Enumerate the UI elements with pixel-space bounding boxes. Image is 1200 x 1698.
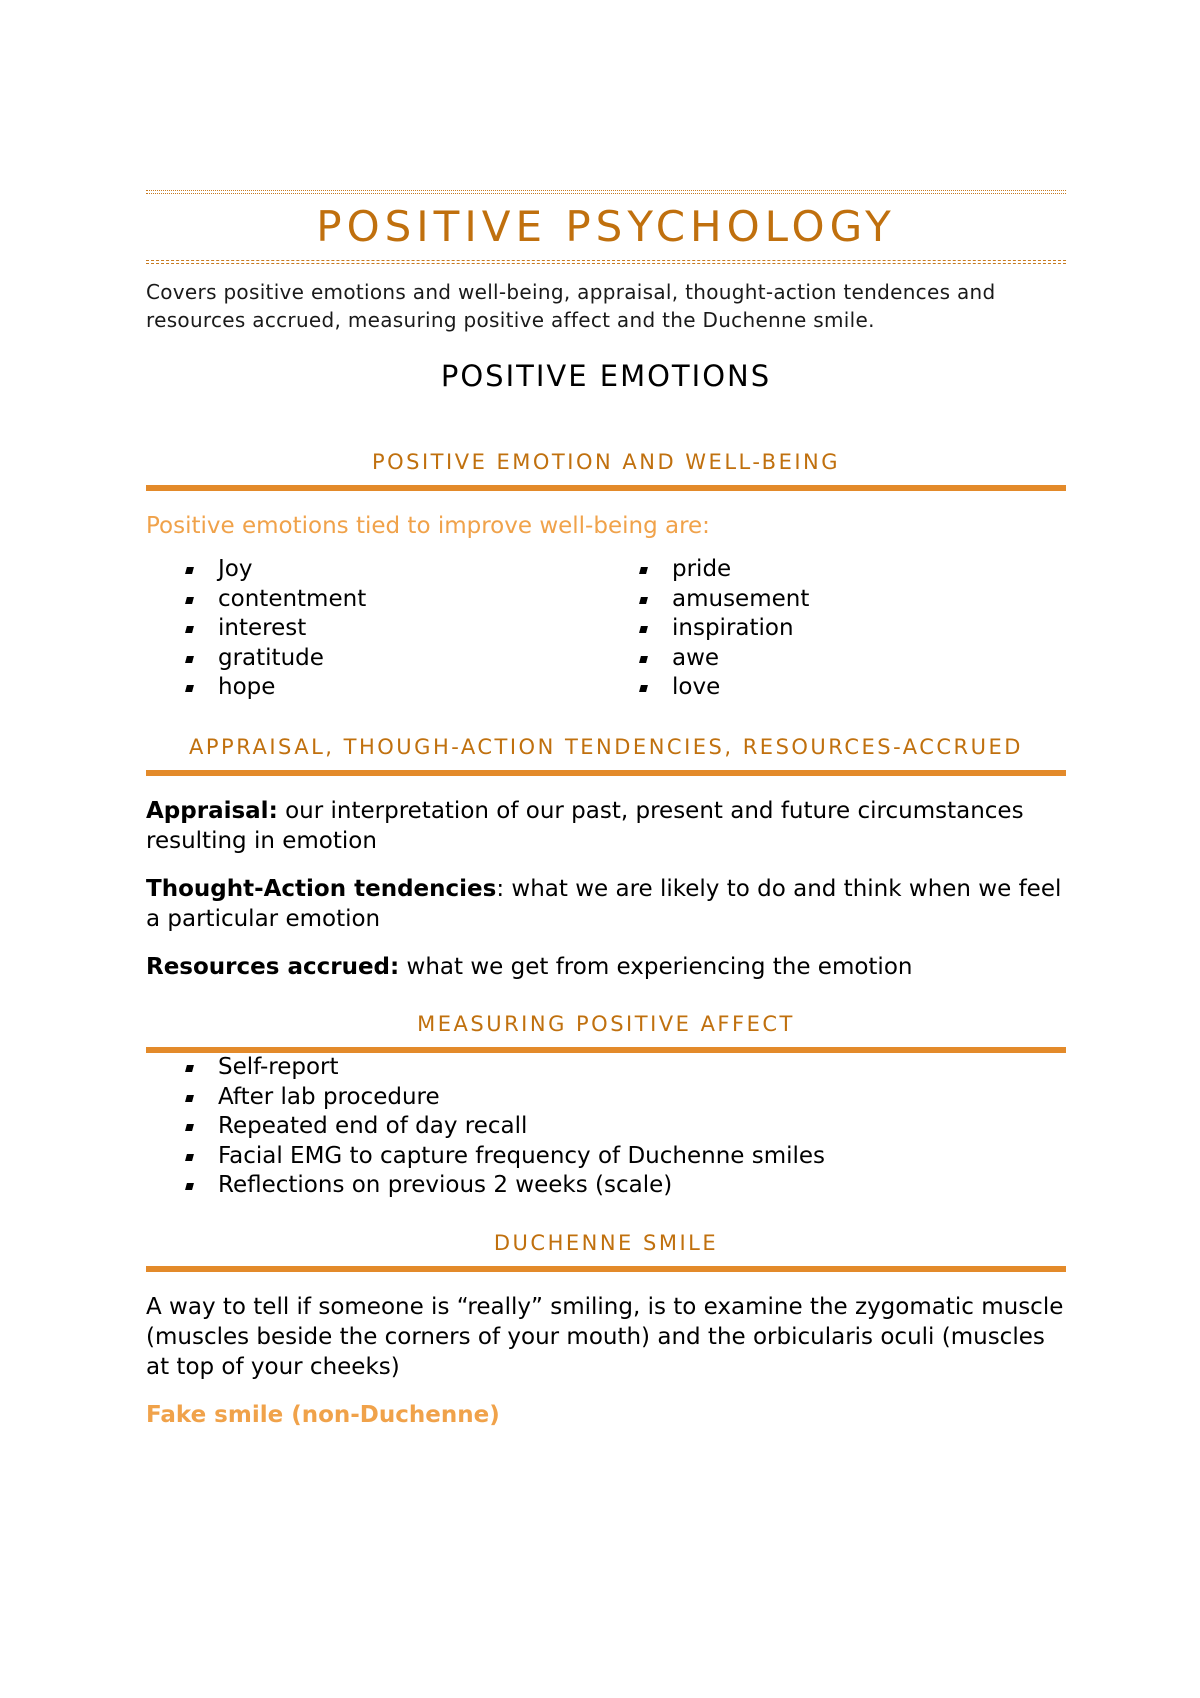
- document-title: POSITIVE PSYCHOLOGY: [316, 202, 896, 251]
- intro-paragraph: Covers positive emotions and well-being, appraisal, thought-action tendences and resources accrued, measuring positive affect and the Duchenne smile.: [146, 280, 996, 332]
- bullet-icon: [185, 656, 194, 663]
- main-heading: POSITIVE EMOTIONS: [440, 359, 772, 393]
- bullet-icon: [185, 597, 194, 604]
- thought-action-paragraph: [146, 874, 1066, 934]
- measuring-list: [146, 1053, 1066, 1201]
- bullet-icon: [639, 656, 648, 663]
- list-item: gratitude: [146, 644, 606, 674]
- list-item: love: [606, 673, 1066, 703]
- bullet-icon: [639, 597, 648, 604]
- bullet-icon: [185, 1095, 194, 1102]
- emotion-list-left: [146, 555, 606, 703]
- title-bottom-rule: [146, 260, 1066, 264]
- duchenne-paragraph: A way to tell if someone is “really” smiling, is to examine the zygomatic muscle (muscles beside the corners of your mouth) and the orbicularis oculi (muscles at top of your cheeks): [146, 1293, 1064, 1380]
- list-item: Repeated end of day recall: [146, 1112, 1066, 1142]
- section-heading-duchenne: DUCHENNE SMILE: [146, 1229, 1066, 1272]
- bullet-icon: [185, 1183, 194, 1190]
- list-item: Joy: [146, 555, 606, 585]
- emotion-list-right: [606, 555, 1066, 703]
- resources-term: Resources accrued:: [146, 953, 400, 980]
- bullet-icon: [185, 1124, 194, 1131]
- fake-smile-heading: Fake smile (non-Duchenne): [146, 1401, 500, 1428]
- bullet-icon: [185, 1065, 194, 1072]
- section-heading-appraisal: APPRAISAL, THOUGH-ACTION TENDENCIES, RESOURCES-ACCRUED: [146, 733, 1066, 776]
- list-item: inspiration: [606, 614, 1066, 644]
- section-heading-wellbeing: POSITIVE EMOTION AND WELL-BEING: [146, 448, 1066, 491]
- list-item: Reflections on previous 2 weeks (scale): [146, 1171, 1066, 1201]
- document-content: [146, 190, 1066, 1430]
- bullet-icon: [639, 567, 648, 574]
- list-item: hope: [146, 673, 606, 703]
- list-item: pride: [606, 555, 1066, 585]
- wellbeing-lead: Positive emotions tied to improve well-being are:: [146, 513, 710, 539]
- appraisal-definition: our interpretation of our past, present and future circumstances resulting in emotion: [146, 797, 1024, 854]
- bullet-icon: [185, 1154, 194, 1161]
- title-block: [146, 190, 1066, 268]
- list-item: interest: [146, 614, 606, 644]
- resources-paragraph: [146, 952, 1066, 982]
- bullet-icon: [639, 626, 648, 633]
- list-item: awe: [606, 644, 1066, 674]
- bullet-icon: [639, 685, 648, 692]
- appraisal-paragraph: [146, 796, 1066, 856]
- thought-action-term: Thought-Action tendencies: [146, 875, 497, 902]
- list-item: Self-report: [146, 1053, 1066, 1083]
- section-heading-measuring: MEASURING POSITIVE AFFECT: [146, 1010, 1066, 1053]
- bullet-icon: [185, 685, 194, 692]
- list-item: amusement: [606, 585, 1066, 615]
- list-item: contentment: [146, 585, 606, 615]
- thought-action-definition: : what we are likely to do and think when we feel a particular emotion: [146, 875, 1062, 932]
- resources-definition: what we get from experiencing the emotion: [399, 953, 913, 980]
- bullet-icon: [185, 567, 194, 574]
- appraisal-term: Appraisal:: [146, 797, 278, 824]
- list-item: After lab procedure: [146, 1083, 1066, 1113]
- bullet-icon: [185, 626, 194, 633]
- emotion-list-columns: [146, 555, 1066, 703]
- list-item: Facial EMG to capture frequency of Duchenne smiles: [146, 1142, 1066, 1172]
- title-top-rule: [146, 190, 1066, 194]
